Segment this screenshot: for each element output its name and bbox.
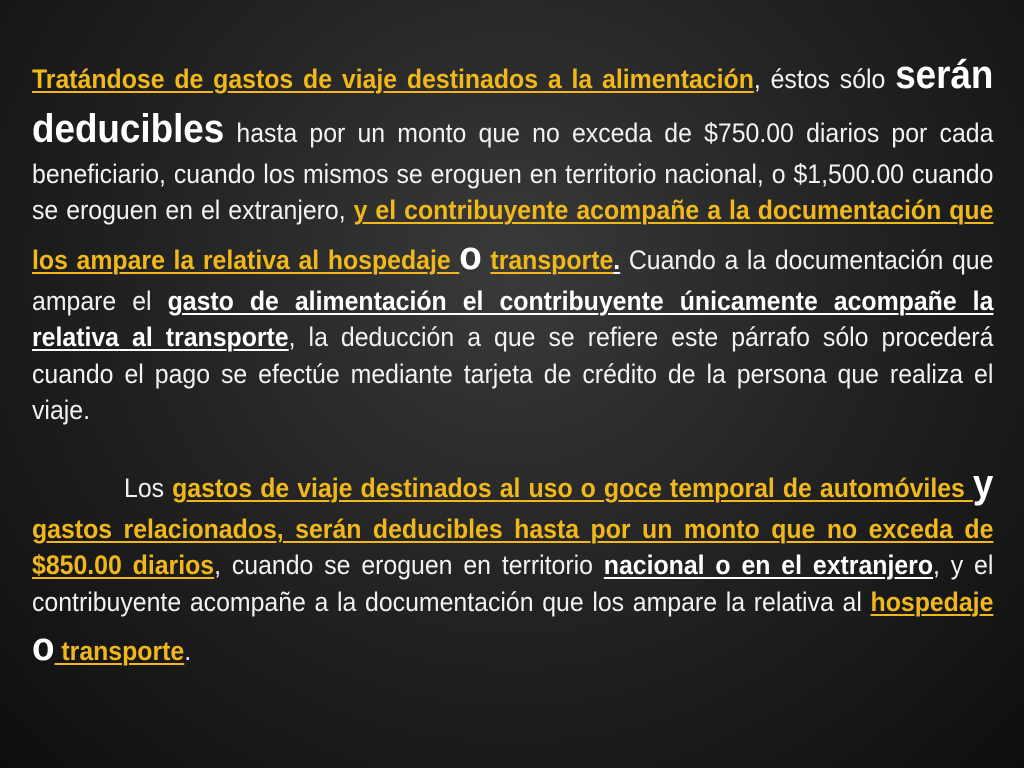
text-span: , y el contribuyente acompañe a la documentación que los ampare la relativa al: [32, 550, 994, 617]
transport-term: transporte: [490, 244, 614, 275]
transport-term: transporte: [54, 635, 185, 666]
text-span: .: [184, 635, 192, 666]
text-span: Los: [124, 472, 173, 503]
text-span: .: [613, 244, 621, 275]
meal-expenses-heading: Tratándose de gastos de viaje destinados a la alimentación: [32, 64, 754, 94]
text-span: Cuando a la documentación que ampare el: [32, 244, 994, 316]
meal-transport-condition: gasto de alimentación el contribuyente únicamente acompañe la relativa al transporte: [32, 285, 994, 353]
deductible-emphasis: serán deducibles: [32, 53, 994, 151]
paragraph-meal-expenses: [32, 48, 993, 429]
and-emphasis: y: [972, 461, 994, 506]
car-deduction-limit: gastos relacionados, serán deducibles hasta por un monto que no exceda de $850.00 diarios: [32, 513, 994, 581]
paragraph-car-expenses: [32, 457, 993, 674]
car-expenses-heading: gastos de viaje destinados al uso o goce temporal de automóviles: [172, 472, 973, 503]
text-span: , éstos sólo: [753, 64, 896, 94]
documentation-requirement: y el contribuyente acompañe a la documentación que los ampare la relativa al hospedaje: [32, 195, 994, 275]
text-span: , cuando se eroguen en territorio: [214, 550, 604, 581]
text-span: , la deducción a que se refiere este párrafo sólo procederá cuando el pago se efectúe mediante tarjeta de crédito de la persona que realiza el viaje.: [32, 322, 994, 426]
lodging-term: hospedaje: [870, 586, 994, 617]
or-emphasis: o: [459, 233, 482, 278]
text-span: hasta por un monto que no exceda de $750.00 diarios por cada beneficiario, cuando los mismos se eroguen en territorio nacional, o $1,500.00 cuando se eroguen en el extranjero,: [32, 118, 994, 226]
slide-body: [32, 48, 993, 674]
territory-term: nacional o en el extranjero: [603, 550, 933, 581]
or-emphasis: o: [32, 624, 55, 669]
